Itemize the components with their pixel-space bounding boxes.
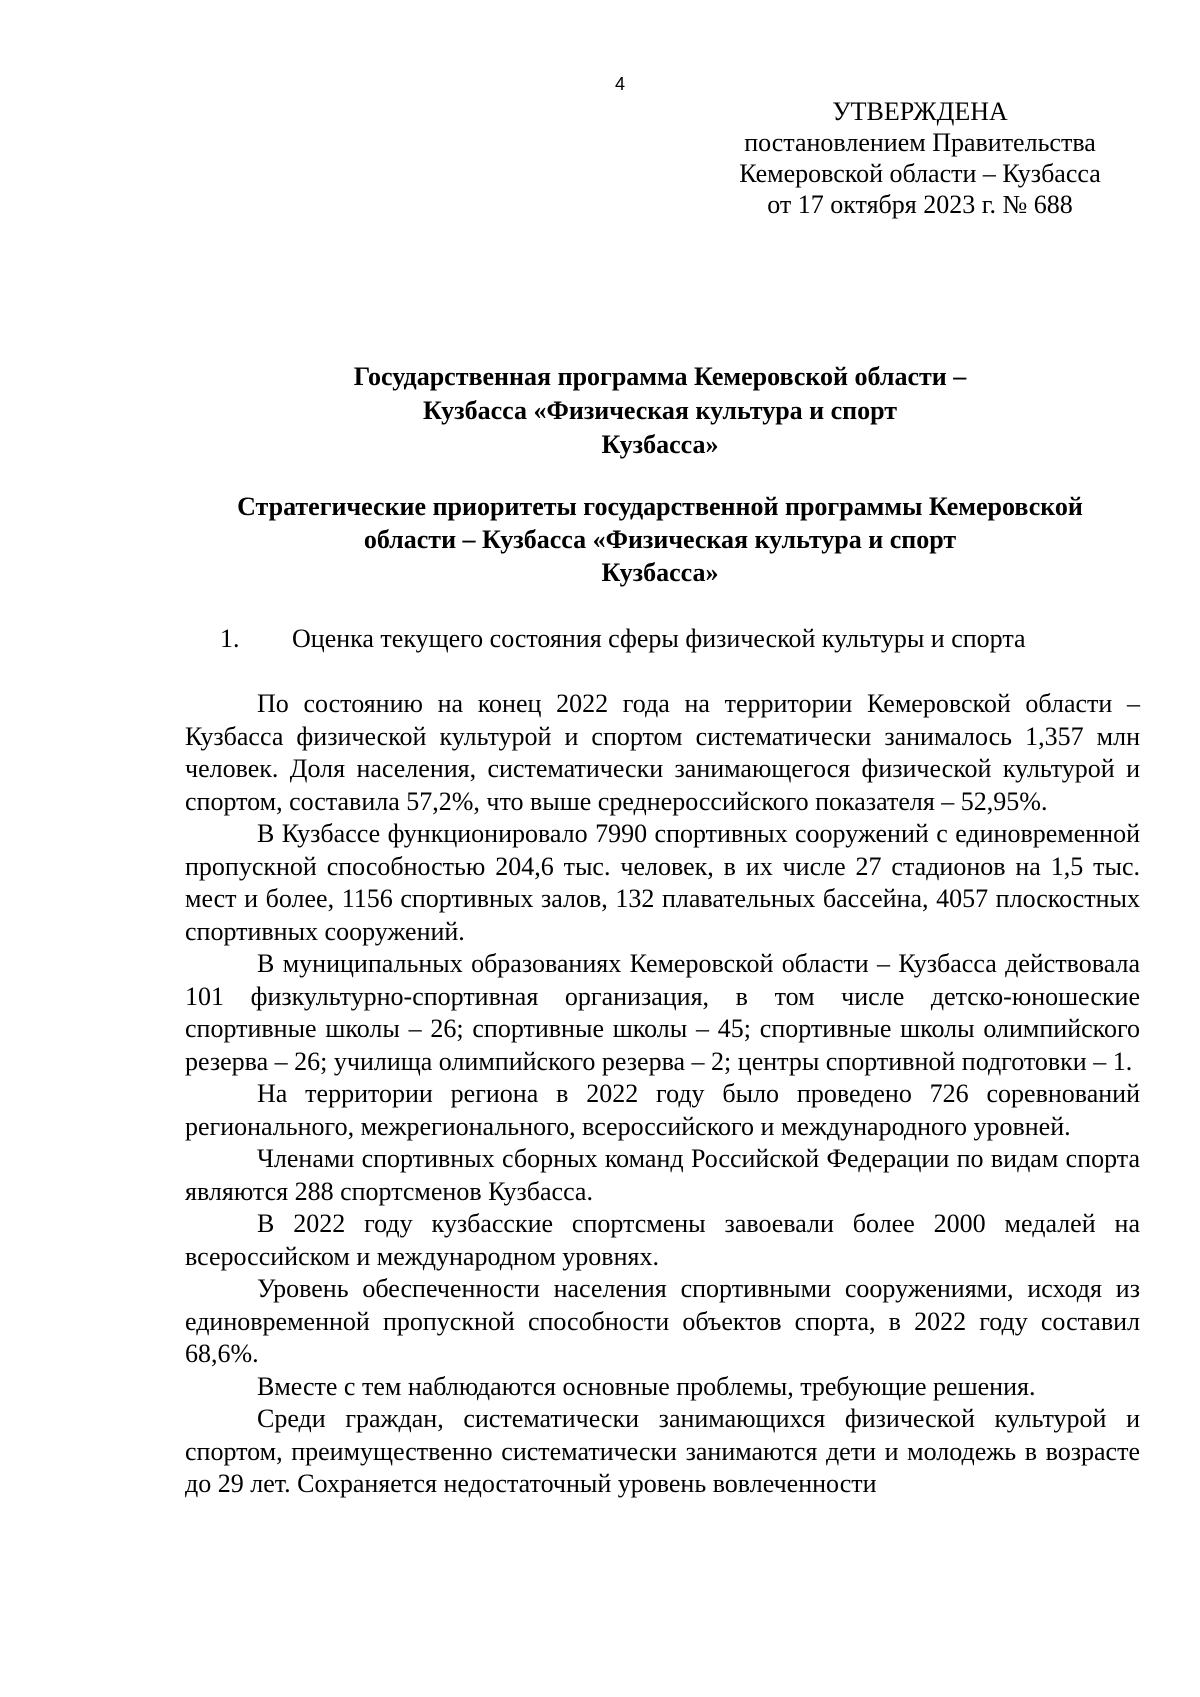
program-title-line-3: Кузбасса» <box>601 430 719 459</box>
paragraph: Среди граждан, систематически занимающихся физической культурой и спортом, преимущественно систематически занимаются дети и молодежь в возрасте до 29 лет. Сохраняется недостаточный уровень вовлеченности <box>185 1404 1140 1498</box>
priorities-heading-line-2: области – Кузбасса «Физическая культура и спорт <box>363 525 957 554</box>
paragraph: Вместе с тем наблюдаются основные проблемы, требующие решения. <box>257 1371 1036 1401</box>
body-text <box>185 688 1140 1501</box>
program-title-line-2: Кузбасса «Физическая культура и спорт <box>422 396 898 425</box>
section-heading <box>220 622 1120 656</box>
paragraph: По состоянию на конец 2022 года на территории Кемеровской области – Кузбасса физической культурой и спортом систематически занималось 1,357 млн человек. Доля населения, систематически занимающегося физической культурой и спортом, составила 57,2%, что выше среднероссийского показателя – 52,95%. <box>185 689 1140 816</box>
priorities-heading-line-1: Стратегические приоритеты государственной программы Кемеровской <box>237 492 1083 521</box>
page-number: 4 <box>614 74 625 94</box>
approval-line-1: УТВЕРЖДЕНА <box>832 97 1008 126</box>
paragraph: На территории региона в 2022 году было проведено 726 соревнований регионального, межрегионального, всероссийского и международного уровней. <box>185 1079 1140 1141</box>
approval-stamp-block <box>700 96 1140 220</box>
paragraph: В Кузбассе функционировало 7990 спортивных сооружений с единовременной пропускной способностью 204,6 тыс. человек, в их числе 27 стадионов на 1,5 тыс. мест и более, 1156 спортивных залов, 132 плавательных бассейна, 4057 плоскостных спортивных сооружений. <box>185 819 1140 946</box>
paragraph: Членами спортивных сборных команд Российской Федерации по видам спорта являются 288 спортсменов Кузбасса. <box>185 1144 1140 1206</box>
section-number: 1. <box>220 624 240 653</box>
paragraph: В 2022 году кузбасские спортсмены завоевали более 2000 медалей на всероссийском и международном уровнях. <box>185 1209 1140 1271</box>
priorities-heading-line-3: Кузбасса» <box>601 558 719 587</box>
paragraph: Уровень обеспеченности населения спортивными сооружениями, исходя из единовременной пропускной способности объектов спорта, в 2022 году составил 68,6%. <box>185 1274 1140 1368</box>
program-title-line-1: Государственная программа Кемеровской области – <box>353 362 967 391</box>
program-title <box>160 360 1160 462</box>
approval-line-3: Кемеровской области – Кузбасса <box>739 159 1101 188</box>
paragraph: В муниципальных образованиях Кемеровской области – Кузбасса действовала 101 физкультурно-спортивная организация, в том числе детско-юношеские спортивные школы – 26; спортивные школы – 45; спортивные школы олимпийского резерва – 26; училища олимпийского резерва – 2; центры спортивной подготовки – 1. <box>185 949 1140 1076</box>
section-title: Оценка текущего состояния сферы физической культуры и спорта <box>292 624 1026 653</box>
approval-line-2: постановлением Правительства <box>744 128 1096 157</box>
approval-line-4: от 17 октября 2023 г. № 688 <box>767 190 1073 219</box>
priorities-heading <box>180 490 1140 589</box>
